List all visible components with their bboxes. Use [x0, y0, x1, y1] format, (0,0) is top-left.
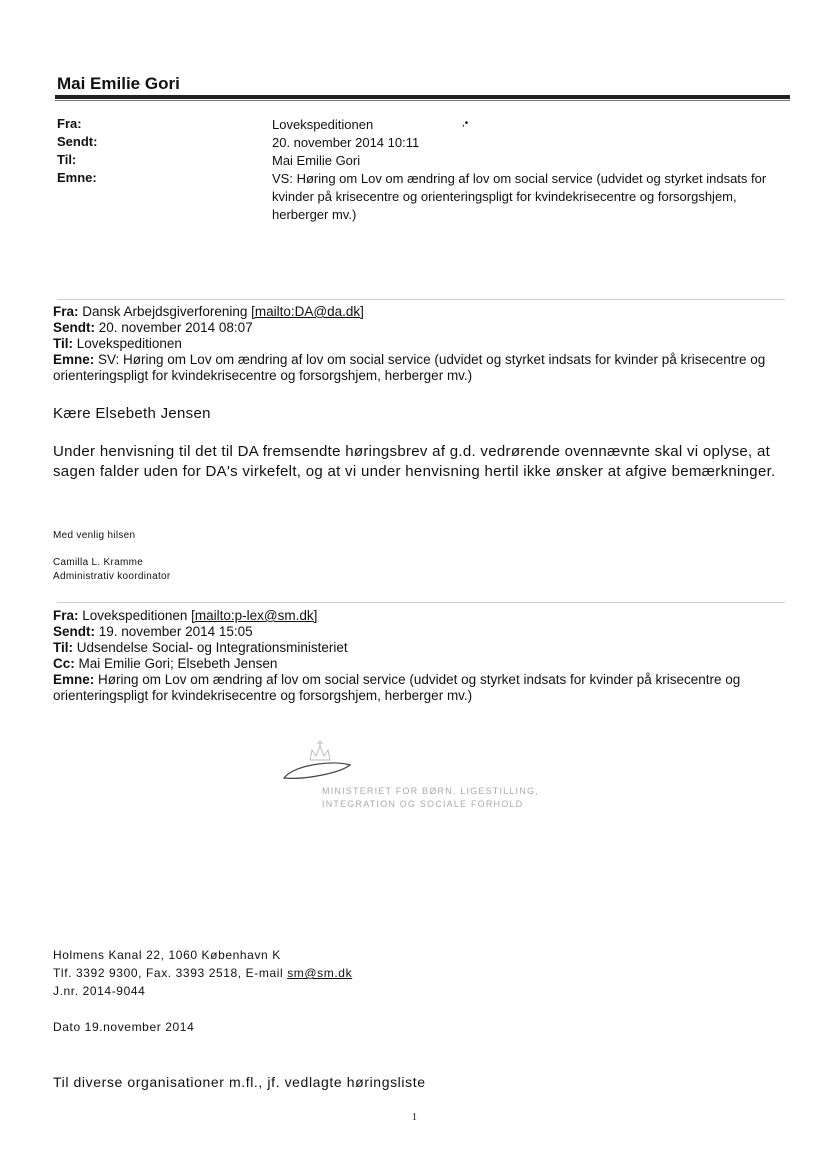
ministry-crown-logo [280, 738, 360, 788]
message2-to-value: Udsendelse Social- og Integrationsministeriet [76, 640, 348, 655]
message2-from [53, 608, 793, 624]
header-rule [55, 95, 790, 99]
message1-subject-label: Emne: [53, 352, 95, 367]
message2-sent [53, 624, 793, 640]
message2-mailto-link[interactable]: [mailto:p-lex@sm.dk] [191, 608, 318, 623]
letter-recipients: Til diverse organisationer m.fl., jf. vedlagte høringsliste [53, 1074, 426, 1090]
message2-cc [53, 656, 793, 672]
message2-subject [53, 672, 793, 704]
message2-cc-label: Cc: [53, 656, 75, 671]
message1-subject-value: SV: Høring om Lov om ændring af lov om social service (udvidet og styrket indsats for kvinder på krisecentre og orienteringspligt for kvindekrisecentre og forsorgshjem, herberger mv.) [53, 352, 766, 383]
message2-from-label: Fra: [53, 608, 79, 623]
message1-from [53, 304, 793, 320]
message2-sent-label: Sendt: [53, 624, 95, 639]
message1-from-name: Dansk Arbejdsgiverforening [82, 304, 248, 319]
subject-value: VS: Høring om Lov om ændring af lov om social service (udvidet og styrket indsats for kvinder på krisecentre og orienteringspligt for kvindekrisecentre og forsorgshjem, herberger mv.) [272, 171, 767, 222]
letter-phone-fax: Tlf. 3392 9300, Fax. 3393 2518, E-mail [53, 966, 288, 980]
message1-closing: Med venlig hilsen [53, 530, 136, 541]
message1-sent-label: Sendt: [53, 320, 95, 335]
message1-subject [53, 352, 793, 384]
message2-sent-value: 19. november 2014 15:05 [98, 624, 253, 639]
letter-journal-number: J.nr. 2014-9044 [53, 984, 146, 998]
message1-sent [53, 320, 793, 336]
ministry-name-line1: MINISTERIET FOR BØRN, LIGESTILLING, [322, 786, 539, 796]
message1-to [53, 336, 793, 352]
message1-mailto-link[interactable]: [mailto:DA@da.dk] [251, 304, 364, 319]
message2-to [53, 640, 793, 656]
message1-signature-name: Camilla L. Kramme [53, 557, 144, 568]
message1-sent-value: 20. november 2014 08:07 [98, 320, 253, 335]
message1-body: Under henvisning til det til DA fremsendte høringsbrev af g.d. vedrørende ovennævnte skal vi oplyse, at sagen falder uden for DA's virkefelt, og at vi under henvisning hertil ikke ønsker at afgive bemærkninger. [53, 443, 776, 480]
message1-to-label: Til: [53, 336, 73, 351]
from-value: Lovekspeditionen [272, 117, 374, 132]
header-rule-thin [55, 100, 790, 101]
message2-cc-value: Mai Emilie Gori; Elsebeth Jensen [78, 656, 278, 671]
page-number: 1 [412, 1112, 417, 1123]
message1-signature-title: Administrativ koordinator [53, 571, 171, 582]
message2-subject-value: Høring om Lov om ændring af lov om social service (udvidet og styrket indsats for kvinder på krisecentre og orienteringspligt for kvindekrisecentre og forsorgshjem, herberger mv.) [53, 672, 741, 703]
pen-mark: ,• [462, 118, 469, 129]
message2-to-label: Til: [53, 640, 73, 655]
ministry-name-line2: INTEGRATION OG SOCIALE FORHOLD [322, 799, 524, 809]
letter-date: Dato 19.november 2014 [53, 1020, 195, 1034]
letter-email-link[interactable]: sm@sm.dk [287, 966, 353, 980]
to-value: Mai Emilie Gori [272, 153, 361, 168]
message1-to-value: Lovekspeditionen [76, 336, 182, 351]
sent-label: Sendt: [57, 134, 98, 149]
message1-from-label: Fra: [53, 304, 79, 319]
message-divider-2 [57, 602, 785, 603]
message2-from-name: Lovekspeditionen [82, 608, 188, 623]
message1-greeting: Kære Elsebeth Jensen [53, 405, 211, 422]
message2-subject-label: Emne: [53, 672, 95, 687]
owner-name: Mai Emilie Gori [57, 74, 180, 93]
to-label: Til: [57, 152, 77, 167]
letter-contact [53, 966, 352, 980]
sent-value: 20. november 2014 10:11 [272, 135, 420, 150]
message-divider [57, 299, 785, 300]
subject-label: Emne: [57, 170, 97, 185]
from-label: Fra: [57, 116, 82, 131]
letter-address: Holmens Kanal 22, 1060 København K [53, 948, 281, 962]
